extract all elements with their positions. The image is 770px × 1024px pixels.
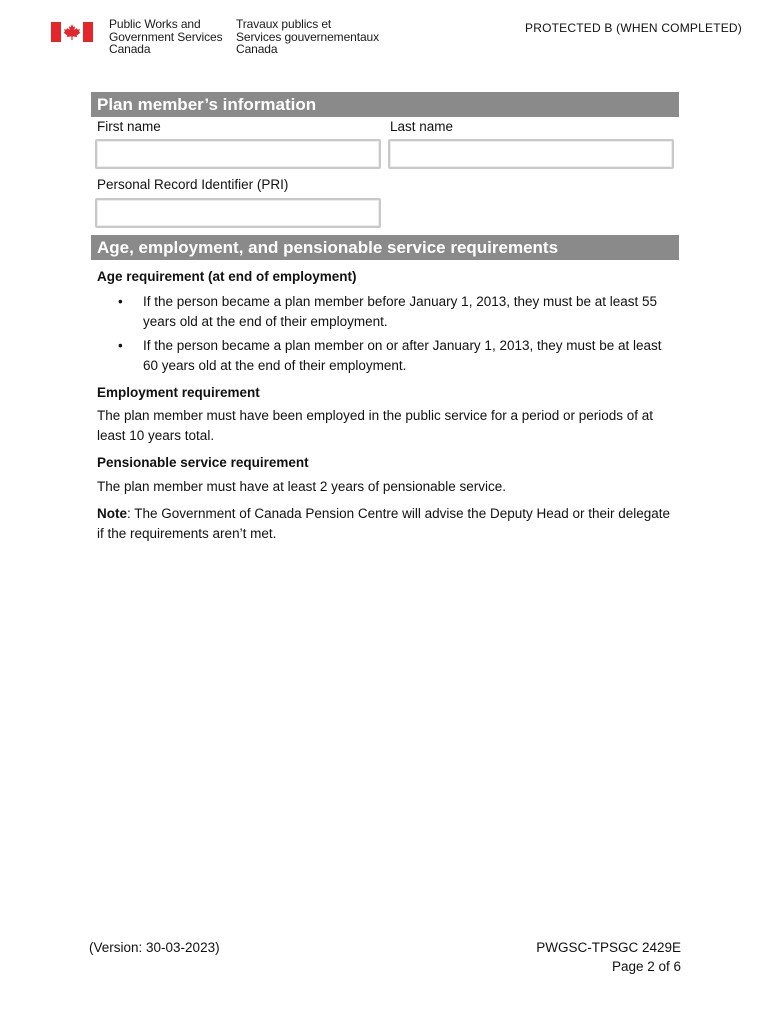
last-name-label: Last name bbox=[390, 119, 454, 134]
bullet-text: If the person became a plan member on or after January 1, 2013, they must be at least 60 years old at the end of their employment. bbox=[143, 338, 662, 373]
page-number: Page 2 of 6 bbox=[611, 959, 681, 974]
maple-leaf-icon bbox=[62, 23, 82, 41]
department-name-english: Public Works and Government Services Canada bbox=[109, 17, 223, 56]
protected-classification: PROTECTED B (WHEN COMPLETED) bbox=[525, 21, 742, 35]
pensionable-service-text: The plan member must have at least 2 years of pensionable service. bbox=[97, 479, 506, 494]
last-name-input[interactable] bbox=[388, 139, 674, 169]
department-name-french: Travaux publics et Services gouvernementaux Canada bbox=[236, 17, 380, 56]
first-name-label: First name bbox=[97, 119, 161, 134]
form-id: PWGSC-TPSGC 2429E bbox=[536, 940, 681, 955]
section-title-requirements: Age, employment, and pensionable service requirements bbox=[91, 235, 679, 260]
age-requirement-heading: Age requirement (at end of employment) bbox=[97, 269, 357, 284]
bullet-text: If the person became a plan member before January 1, 2013, they must be at least 55 years old at the end of their employment. bbox=[143, 294, 658, 329]
pri-input[interactable] bbox=[95, 198, 381, 228]
version-text: (Version: 30-03-2023) bbox=[89, 940, 220, 955]
employment-requirement-heading: Employment requirement bbox=[97, 385, 260, 400]
employment-requirement-text: The plan member must have been employed in the public service for a period or periods of at least 10 years total. bbox=[97, 408, 654, 443]
bullet-icon: • bbox=[118, 294, 123, 309]
canada-flag-logo bbox=[51, 22, 93, 42]
pri-label: Personal Record Identifier (PRI) bbox=[97, 177, 289, 192]
bullet-icon: • bbox=[118, 338, 123, 353]
note-text: : The Government of Canada Pension Centre will advise the Deputy Head or their delegate if the requirements aren’t met. bbox=[97, 506, 671, 541]
section-title-plan-member: Plan member’s information bbox=[91, 92, 679, 117]
note-label: Note bbox=[97, 506, 127, 521]
first-name-input[interactable] bbox=[95, 139, 381, 169]
note-paragraph bbox=[97, 504, 677, 544]
pensionable-service-heading: Pensionable service requirement bbox=[97, 455, 309, 470]
